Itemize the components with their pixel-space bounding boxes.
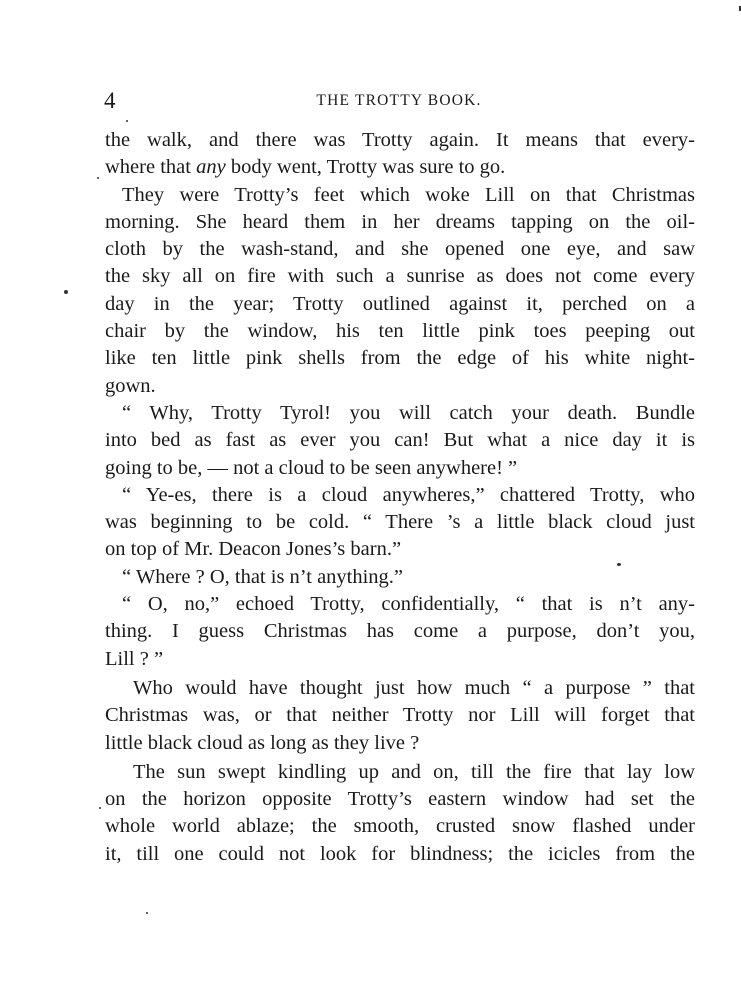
paragraph (105, 182, 695, 400)
text-line: Christmas was, or that neither Trotty nor Lill will forget that (105, 704, 695, 727)
text-line: little black cloud as long as they live ? (105, 731, 420, 754)
text-line: on top of Mr. Deacon Jones’s barn.” (105, 538, 402, 561)
text-line: “ Ye-es, there is a cloud anywheres,” chattered Trotty, who (122, 483, 695, 506)
text-line: thing. I guess Christmas has come a purpose, don’t you, (105, 620, 695, 643)
paragraph (105, 127, 695, 182)
ink-speck (146, 912, 148, 914)
text-line: “ O, no,” echoed Trotty, confidentially, “ that is n’t any- (122, 593, 695, 616)
text-line: like ten little pink shells from the edge of his white night- (105, 347, 695, 370)
text-line: gown. (105, 374, 156, 397)
paragraph (105, 564, 695, 591)
text-line: on the horizon opposite Trotty’s eastern window had set the (105, 788, 695, 811)
paragraph (105, 400, 695, 482)
emphasis-word: any (196, 156, 226, 179)
running-head (104, 88, 694, 114)
text-fragment: body went, Trotty was sure to go. (225, 156, 506, 179)
text-line: The sun swept kindling up and on, till the fire that lay low (133, 760, 695, 783)
paragraph (105, 675, 695, 757)
text-line: They were Trotty’s feet which woke Lill on that Christmas (122, 183, 695, 206)
text-line: going to be, — not a cloud to be seen anywhere! ” (105, 456, 518, 479)
page-number: 4 (104, 88, 116, 113)
body-text (105, 127, 695, 868)
text-line: morning. She heard them in her dreams tapping on the oil- (105, 210, 695, 233)
text-line: Lill ? ” (105, 647, 164, 670)
paragraph (105, 759, 695, 868)
text-line: Who would have thought just how much “ a purpose ” that (133, 676, 695, 699)
paragraph (105, 482, 695, 564)
running-title: THE TROTTY BOOK. (316, 92, 482, 109)
text-line: into bed as fast as ever you can! But what a nice day it is (105, 429, 695, 452)
ink-speck (99, 807, 101, 809)
ink-speck (126, 120, 128, 122)
text-line: day in the year; Trotty outlined against it, perched on a (105, 292, 695, 315)
ink-speck (617, 563, 621, 566)
text-line: was beginning to be cold. “ There ’s a little black cloud just (105, 511, 695, 534)
text-line: “ Where ? O, that is n’t anything.” (122, 565, 404, 588)
text-line: whole world ablaze; the smooth, crusted snow flashed under (105, 815, 695, 838)
paragraph (105, 591, 695, 673)
text-line: chair by the window, his ten little pink toes peeping out (105, 320, 695, 343)
text-line (105, 154, 695, 181)
text-fragment: where that (105, 156, 197, 179)
ink-speck (97, 177, 99, 179)
text-line: cloth by the wash-stand, and she opened one eye, and saw (105, 238, 695, 261)
text-line: the walk, and there was Trotty again. It means that every- (105, 129, 695, 151)
ink-speck (64, 290, 68, 294)
text-line: it, till one could not look for blindness; the icicles from the (105, 842, 695, 865)
text-line: the sky all on fire with such a sunrise as does not come every (105, 265, 695, 288)
text-line: “ Why, Trotty Tyrol! you will catch your death. Bundle (122, 401, 695, 424)
